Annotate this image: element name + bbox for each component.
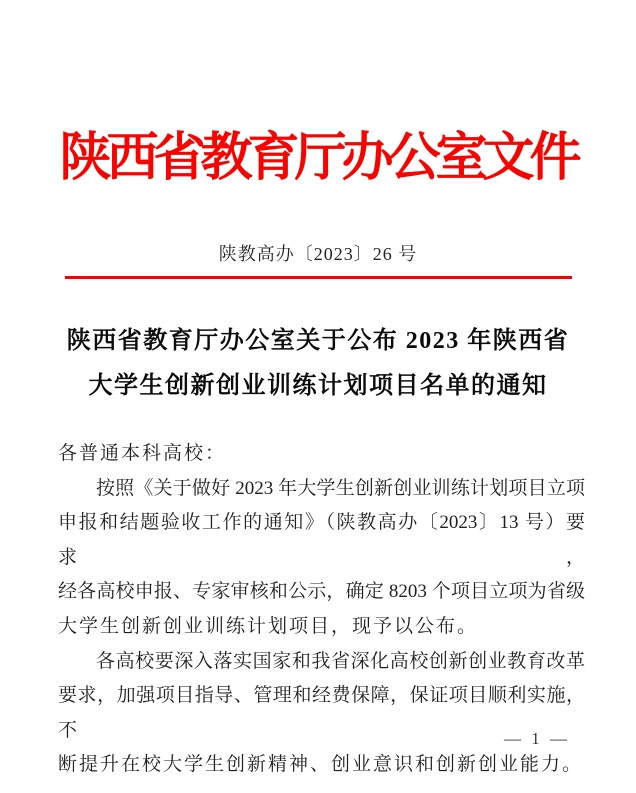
body-line: 经各高校申报、专家审核和公示，确定 8203 个项目立项为省级 xyxy=(58,581,585,603)
body-line: 申报和结题验收工作的通知》（陕教高办〔2023〕13 号）要求， xyxy=(58,512,585,568)
paragraph xyxy=(58,645,585,783)
document-number: 陕教高办〔2023〕26 号 xyxy=(218,244,418,264)
salutation-line: 各普通本科高校： xyxy=(58,443,227,464)
paragraph xyxy=(58,472,585,645)
notice-title-line1: 陕西省教育厅办公室关于公布 2023 年陕西省 xyxy=(66,328,570,354)
body-line: 断提升在校大学生创新精神、创业意识和创新创业能力。 xyxy=(58,754,584,776)
notice-title xyxy=(30,319,606,409)
page-number: — 1 — xyxy=(504,729,570,748)
red-separator-line xyxy=(65,276,572,279)
red-header-title: 陕西省教育厅办公室文件 xyxy=(59,130,577,187)
body-line: 大学生创新创业训练计划项目，现予以公布。 xyxy=(58,615,479,637)
body-line: 各高校要深入落实国家和我省深化高校创新创业教育改革 xyxy=(96,650,585,672)
body-line: 要求，加强项目指导、管理和经费保障，保证项目顺利实施，不 xyxy=(58,685,585,741)
body-line: 按照《关于做好 2023 年大学生创新创业训练计划项目立项 xyxy=(96,477,585,499)
notice-title-line2: 大学生创新创业训练计划项目名单的通知 xyxy=(88,373,548,399)
